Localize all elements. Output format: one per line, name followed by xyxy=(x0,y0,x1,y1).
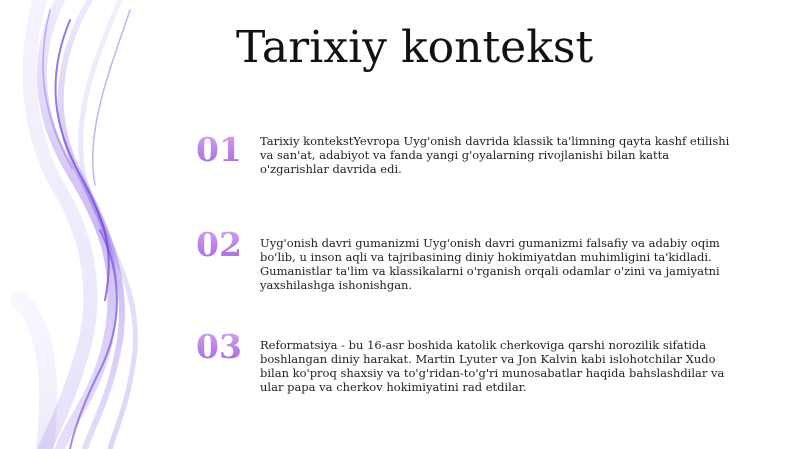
item-text: Tarixiy kontekstYevropa Uyg'onish davrida klassik ta'limning qayta kashf etilishi va san'at, adabiyot va fanda yangi g'oyalarning rivojlanishi bilan katta o'zgarishlar davrida edi. xyxy=(260,134,730,176)
purple-smoke-decoration xyxy=(0,0,200,449)
item-number: 03 xyxy=(196,327,248,366)
item-number: 02 xyxy=(196,225,248,264)
item-number: 01 xyxy=(196,130,248,169)
slide-title: Tarixiy kontekst xyxy=(236,22,594,73)
item-text: Reformatsiya - bu 16-asr boshida katolik cherkoviga qarshi norozilik sifatida boshlangan diniy harakat. Martin Lyuter va Jon Kalvin kabi islohotchilar Xudo bilan ko'proq shaxsiy va to'g'ridan-to'g'ri munosabatlar haqida bahslashdilar va ular papa va cherkov hokimiyatini rad etdilar. xyxy=(260,338,725,394)
item-text: Uyg'onish davri gumanizmi Uyg'onish davri gumanizmi falsafiy va adabiy oqim bo'lib, u inson aqli va tajribasining diniy hokimiyatdan muhimligini ta'kidladi. Gumanistlar ta'lim va klassikalarni o'rganish orqali odamlar o'zini va jamiyatni yaxshilashga ishonishgan. xyxy=(260,236,720,292)
